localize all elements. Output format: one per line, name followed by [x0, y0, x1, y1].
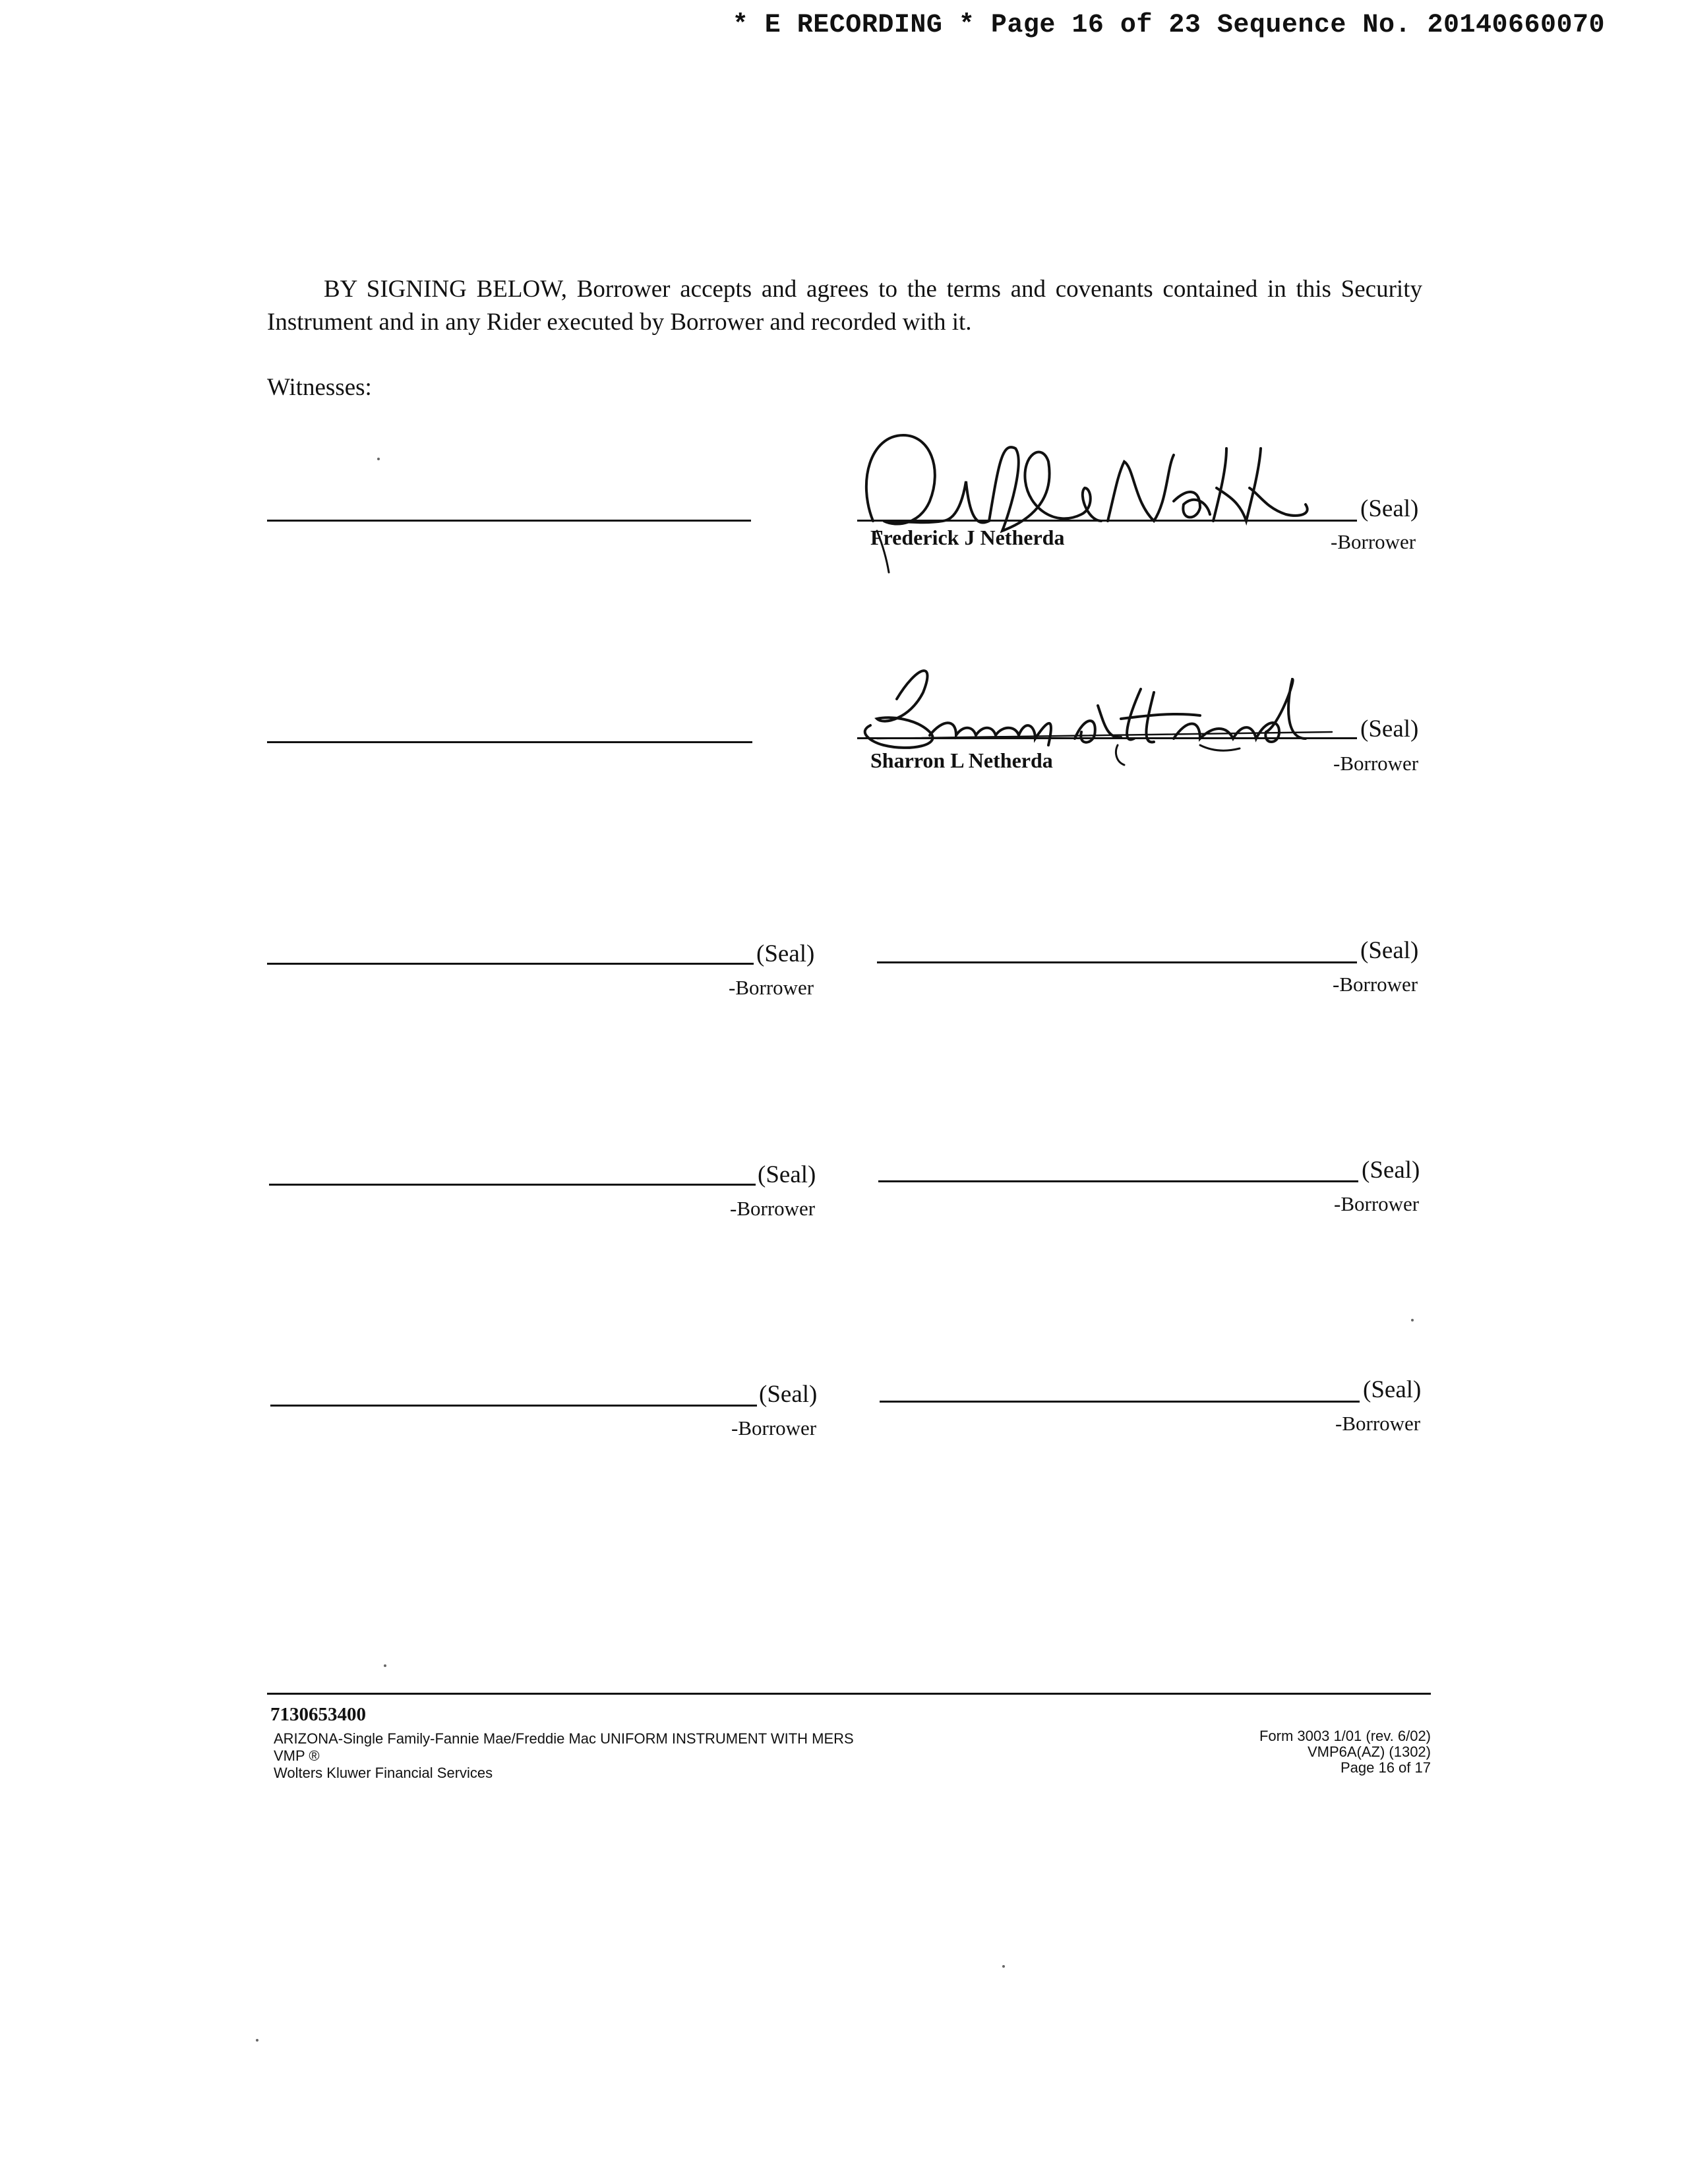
scan-speck: [256, 2039, 258, 2042]
blank-signature-line-right-2[interactable]: [878, 1180, 1358, 1182]
blank-signature-line-left-3[interactable]: [270, 1405, 757, 1407]
borrower-1-signature-line[interactable]: [857, 520, 1357, 522]
vmp-mark: VMP ®: [274, 1747, 320, 1764]
blank-signature-line-left-1[interactable]: [267, 963, 754, 965]
scan-speck: [377, 458, 380, 460]
borrower-2-role: -Borrower: [1333, 752, 1419, 775]
signature-intro-paragraph: [267, 273, 1422, 339]
handwritten-signature-1: [857, 422, 1332, 574]
intro-text: BY SIGNING BELOW, Borrower accepts and agrees to the terms and covenants contained in this Security Instrument and in any Rider executed by Borrower and recorded with it.: [267, 276, 1422, 336]
blank-borrower-label-right-1: -Borrower: [1333, 973, 1418, 996]
borrower-1-role: -Borrower: [1331, 530, 1416, 553]
form-number: Form 3003 1/01 (rev. 6/02): [1259, 1728, 1431, 1744]
footer-left: [274, 1730, 854, 1782]
witness-signature-line-2[interactable]: [267, 741, 752, 743]
borrower-2-name: Sharron L Netherda: [870, 748, 1053, 772]
borrower-2-signature-line[interactable]: [857, 737, 1357, 739]
blank-seal-label-left-1: (Seal): [756, 940, 815, 967]
signature-block-borrower-1: [857, 422, 1437, 574]
witnesses-label: Witnesses:: [267, 374, 372, 401]
blank-borrower-label-right-2: -Borrower: [1334, 1192, 1420, 1215]
witness-signature-line-1[interactable]: [267, 520, 751, 522]
blank-seal-label-right-1: (Seal): [1360, 937, 1419, 964]
blank-signature-line-left-2[interactable]: [269, 1184, 756, 1186]
footer-right: [1121, 1728, 1431, 1776]
footer-rule: [267, 1693, 1431, 1695]
blank-seal-label-right-2: (Seal): [1362, 1157, 1420, 1184]
loan-number: 7130653400: [270, 1704, 366, 1725]
form-title: ARIZONA-Single Family-Fannie Mae/Freddie Mac UNIFORM INSTRUMENT WITH MERS: [274, 1730, 854, 1747]
borrower-2-seal-label: (Seal): [1360, 715, 1419, 743]
blank-seal-label-left-3: (Seal): [759, 1381, 818, 1408]
blank-borrower-label-left-2: -Borrower: [730, 1197, 816, 1220]
scan-speck: [1002, 1965, 1005, 1968]
recording-header: * E RECORDING * Page 16 of 23 Sequence No. 20140660070: [732, 11, 1605, 40]
scan-speck: [384, 1664, 386, 1667]
blank-borrower-label-left-3: -Borrower: [731, 1416, 817, 1440]
blank-seal-label-right-3: (Seal): [1363, 1376, 1422, 1403]
page-number: Page 16 of 17: [1340, 1759, 1431, 1776]
blank-seal-label-left-2: (Seal): [758, 1161, 816, 1188]
blank-borrower-label-left-1: -Borrower: [729, 976, 814, 999]
publisher: Wolters Kluwer Financial Services: [274, 1765, 493, 1781]
blank-signature-line-right-1[interactable]: [877, 961, 1357, 963]
form-code: VMP6A(AZ) (1302): [1307, 1744, 1431, 1760]
borrower-1-seal-label: (Seal): [1360, 495, 1419, 522]
blank-signature-line-right-3[interactable]: [880, 1401, 1360, 1403]
scan-speck: [1411, 1319, 1414, 1321]
signature-block-borrower-2: [857, 653, 1437, 785]
blank-borrower-label-right-3: -Borrower: [1335, 1412, 1421, 1435]
borrower-1-name: Frederick J Netherda: [870, 526, 1065, 549]
